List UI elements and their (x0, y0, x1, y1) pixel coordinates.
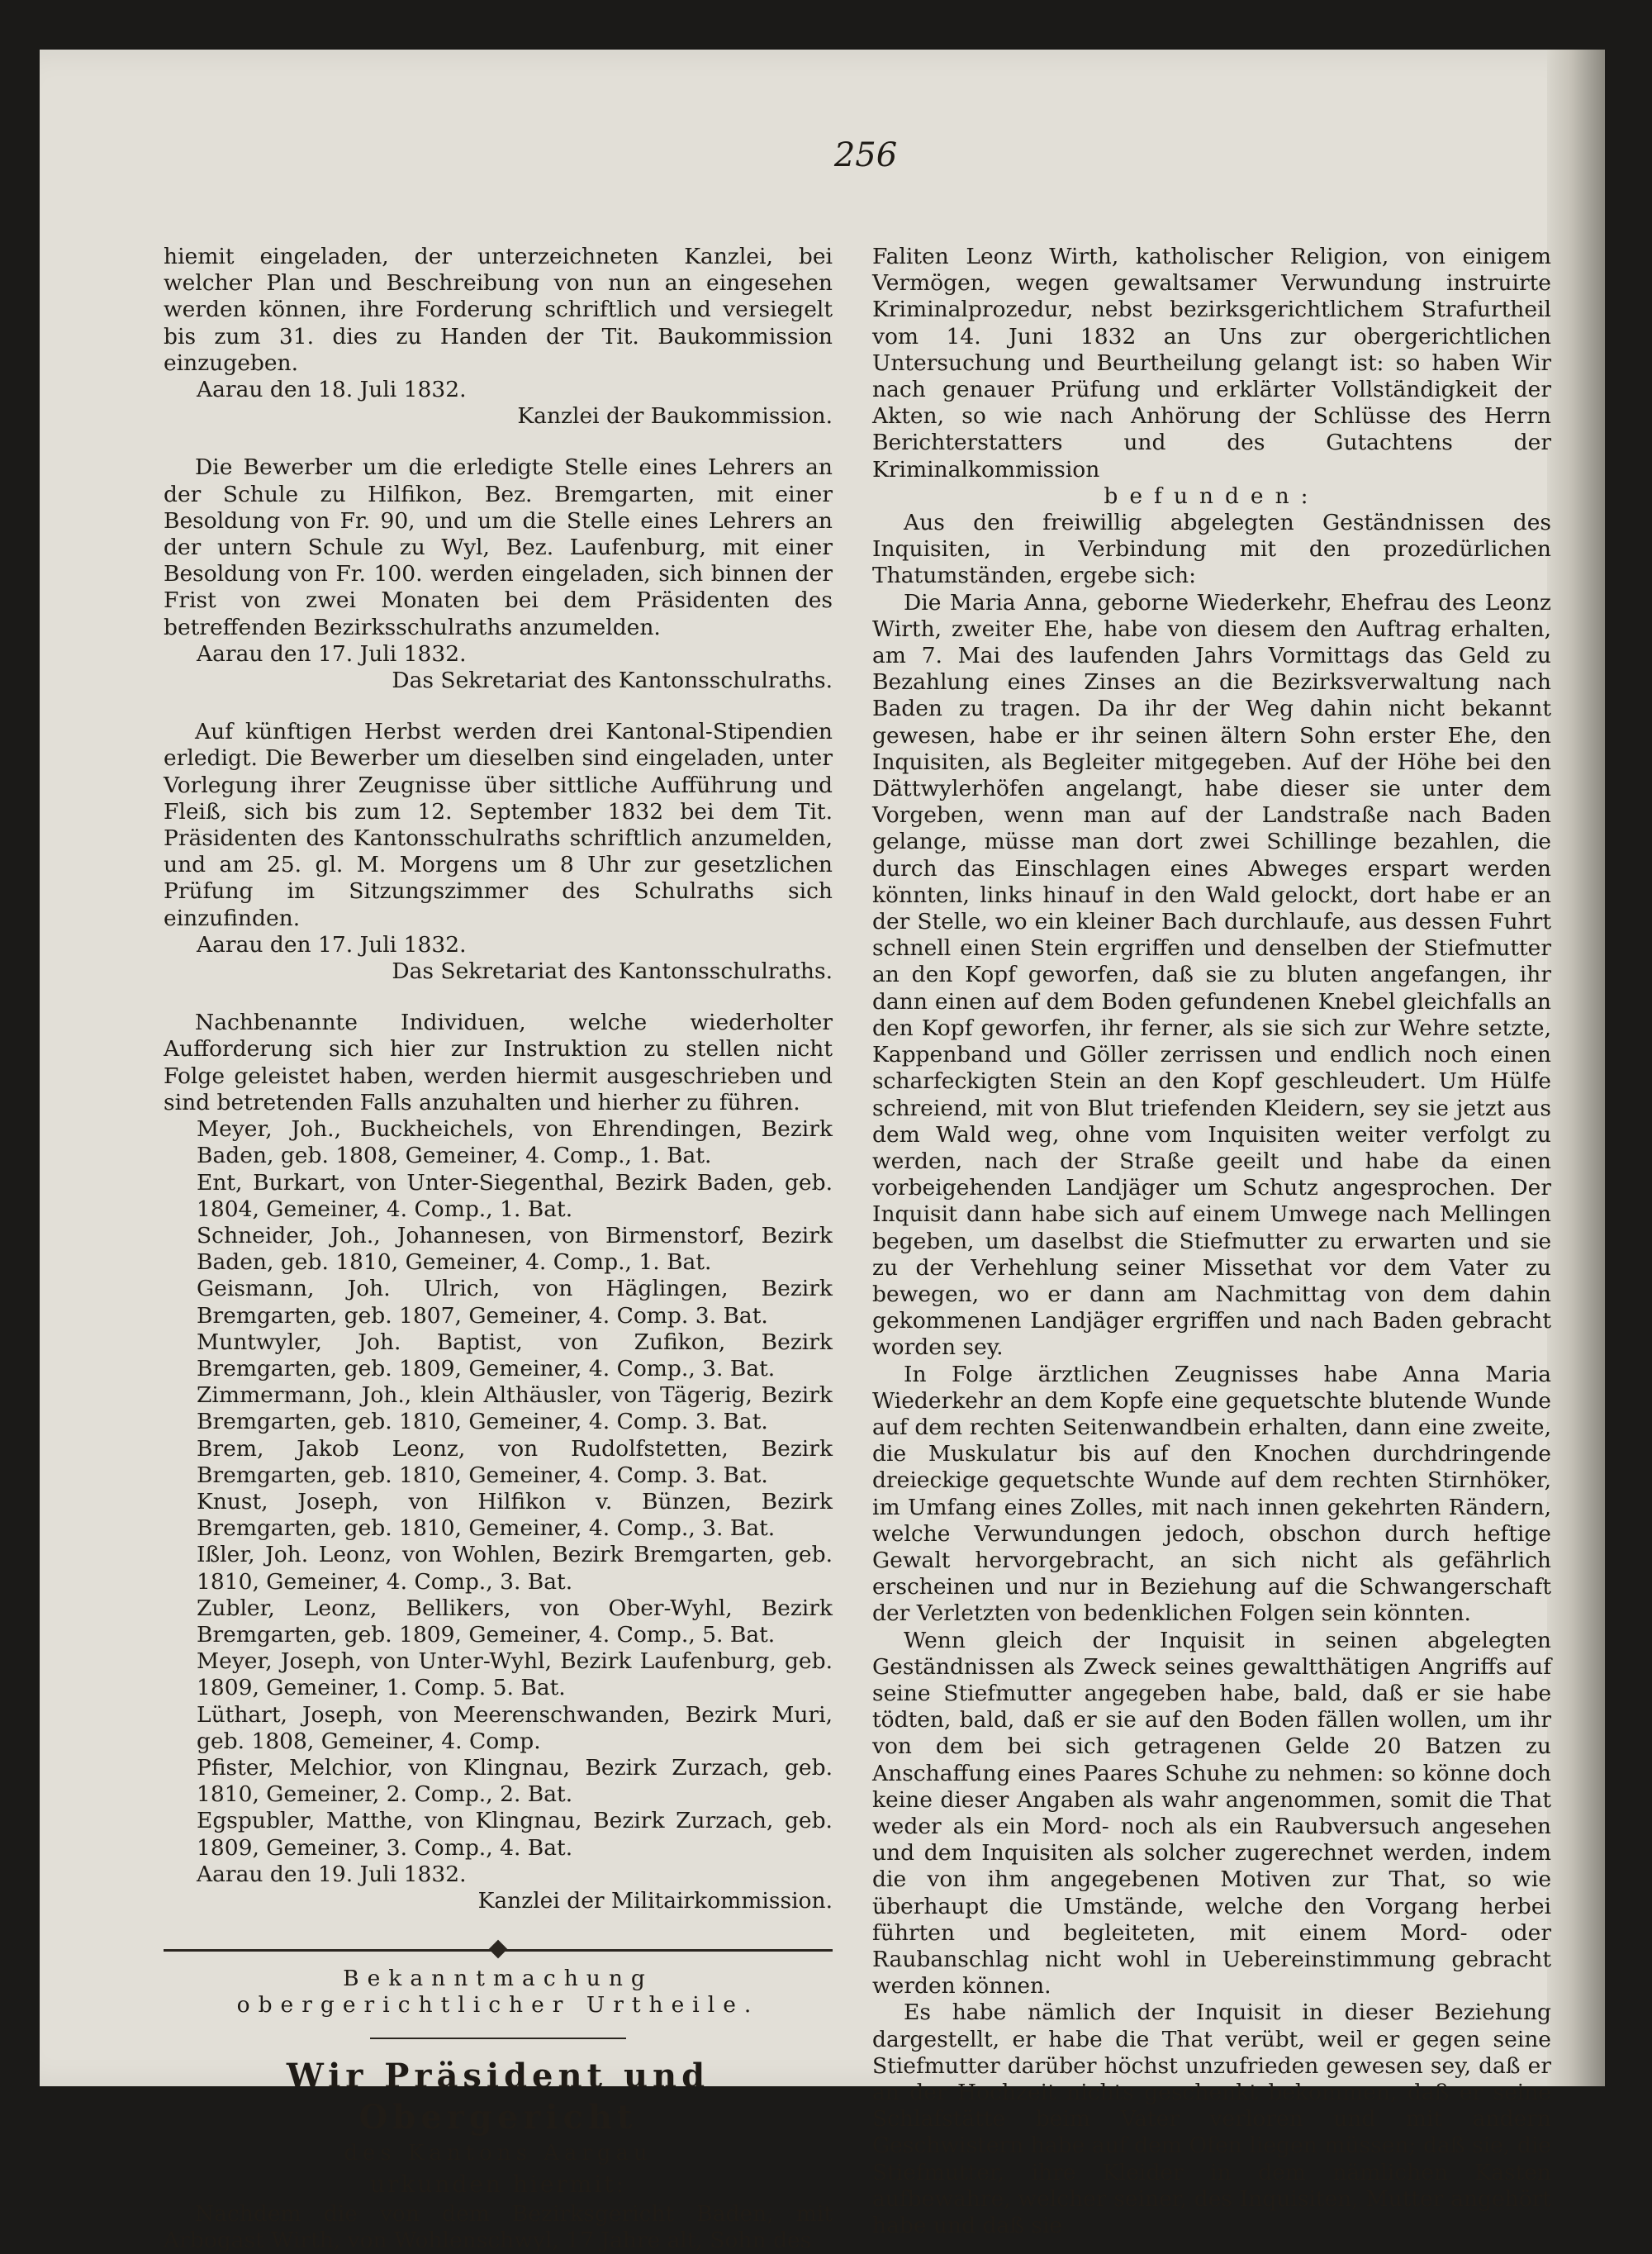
section-divider (164, 1938, 833, 1966)
heading-rule (370, 2038, 626, 2039)
notice-signature: Kanzlei der Baukommission. (517, 403, 833, 430)
wanted-entry: Knust, Joseph, von Hilfikon v. Bünzen, Bezirk Bremgarten, geb. 1810, Gemeiner, 4. Comp., 3. Bat. (197, 1488, 833, 1542)
judgment-opening: Nachdem die von dem Bezirksgericht Baden, mit Arbogast Wirth, von Wohlenschwyl, 17 Jahre alt, Sohn des (164, 2200, 833, 2253)
wanted-entry: Pfister, Melchior, von Klingnau, Bezirk Zurzach, geb. 1810, Gemeiner, 2. Comp., 2. Bat. (197, 1754, 833, 1808)
wanted-list (164, 1116, 833, 1862)
announcement-subheading: obergerichtlicher Urtheile. (236, 1992, 760, 2019)
notice-date: Aarau den 18. Juli 1832. (197, 377, 467, 403)
notice-date: Aarau den 17. Juli 1832. (197, 640, 467, 667)
judgment-paragraph: Wenn gleich der Inquisit in seinen abgelegten Geständnissen als Zweck seines gewaltthätigen Angriffs auf seine Stiefmutter angegeben habe, bald, daß er sie habe tödten, bald, daß er sie auf den Boden fällen wollen, um ihr von dem bei sich getragenen Gelde 20 Batzen zu Anschaffung eines Paares Schuhe zu nehmen: so könne doch keine dieser Angaben als wahr angenommen, somit die That weder als ein Mord- noch als ein Raubversuch angesehen und dem Inquisiten als solcher zugerechnet werden, indem die von ihm angegebenen Motiven zur That, so wie überhaupt die Umstände, welche den Vorgang herbei führten und begleiteten, mit einem Mord- oder Raubanschlag nicht wohl in Uebereinstimmung gebracht werden können. (872, 1627, 1551, 2000)
court-urkunden: urkunden hiermit: (369, 2170, 626, 2198)
wanted-entry: Meyer, Joseph, von Unter-Wyhl, Bezirk Laufenburg, geb. 1809, Gemeiner, 1. Comp. 5. Bat. (197, 1648, 833, 1701)
notice-date: Aarau den 17. Juli 1832. (197, 931, 467, 958)
notice-intro: Nachbenannte Individuen, welche wiederholter Aufforderung sich hier zur Instruktion zu stellen nicht Folge geleistet haben, werden hiermit ausgeschrieben und sind betretenden Falls anzuhalten und hierher zu führen. (164, 1010, 833, 1115)
notice-signature: Kanzlei der Militairkommission. (477, 1887, 833, 1914)
wanted-entry: Muntwyler, Joh. Baptist, von Zufikon, Bezirk Bremgarten, geb. 1809, Gemeiner, 4. Comp., 3. Bat. (197, 1329, 833, 1381)
notice-military-wanted (164, 1006, 833, 1914)
left-column (164, 244, 833, 2254)
judgment-paragraph: Faliten Leonz Wirth, katholischer Religion, von einigem Vermögen, wegen gewaltsamer Verwundung instruirte Kriminalprozedur, nebst bezirksgerichtlichem Strafurtheil vom 14. Juni 1832 an Uns zur obergerichtlichen Untersuchung und Beurtheilung gelangt ist: so haben Wir nach genauer Prüfung und erklärter Vollständigkeit der Akten, so wie nach Anhörung der Schlüsse des Herrn Berichterstatters und des Gutachtens der Kriminalkommission (872, 244, 1551, 483)
wanted-entry: Ißler, Joh. Leonz, von Wohlen, Bezirk Bremgarten, geb. 1810, Gemeiner, 4. Comp., 3. Bat. (197, 1542, 833, 1595)
wanted-entry: Schneider, Joh., Johannesen, von Birmenstorf, Bezirk Baden, geb. 1810, Gemeiner, 4. Comp., 1. Bat. (197, 1222, 833, 1276)
announcement-heading: Bekanntmachung (343, 1966, 653, 1992)
wanted-entry: Zubler, Leonz, Bellikers, von Ober-Wyhl, Bezirk Bremgarten, geb. 1809, Gemeiner, 4. Comp., 5. Bat. (197, 1595, 833, 1648)
notice-text: Die Bewerber um die erledigte Stelle eines Lehrers an der Schule zu Hilfikon, Bez. Bremgarten, mit einer Besoldung von Fr. 90, und um die Stelle eines Lehrers an der untern Schule zu Wyl, Bez. Laufenburg, mit einer Besoldung von Fr. 100. werden eingeladen, sich binnen der Frist von zwei Monaten bei dem Präsidenten des betreffenden Bezirksschulraths anzumelden. (164, 454, 833, 640)
judgment-paragraph: Es habe nämlich der Inquisit in dieser Beziehung dargestellt, er habe die That verübt, weil er gegen seine Stiefmutter darüber höchst unzufrieden gewesen sey, daß er an der Hochzeit nichts geschenkt bekommen, daß er seine Schlafstätte beim Vater verloren und mit andern Geschwistern habe auf dem Ofen liegen müssen; daß sie, die Stiefmutter, ihre Kleider in dem nämlichen Kasten aufbewahre, welcher seiner, des Inquisiten, Mutter angehört habe und daß sie (872, 2000, 1551, 2239)
newspaper-page (40, 50, 1605, 2253)
page-binding-shadow (1547, 50, 1605, 2086)
notice-text: Auf künftigen Herbst werden drei Kantonal-Stipendien erledigt. Die Bewerber um dieselben sind eingeladen, unter Vorlegung ihrer Zeugnisse über sittliche Aufführung und Fleiß, sich bis zum 12. September 1832 bei dem Tit. Präsidenten des Kantonsschulraths schriftlich anzumelden, und am 25. gl. M. Morgens um 8 Uhr zur gesetzlichen Prüfung im Sitzungszimmer des Schulraths sich einzufinden. (164, 719, 833, 931)
court-title: Wir Präsident und Obergericht (286, 2056, 710, 2137)
wanted-entry: Egspubler, Matthe, von Klingnau, Bezirk Zurzach, geb. 1809, Gemeiner, 3. Comp., 4. Bat. (197, 1808, 833, 1861)
judgment-paragraph: Aus den freiwillig abgelegten Geständnissen des Inquisiten, in Verbindung mit den prozedürlichen Thatumständen, ergebe sich: (872, 510, 1551, 589)
wanted-entry: Geismann, Joh. Ulrich, von Häglingen, Bezirk Bremgarten, geb. 1807, Gemeiner, 4. Comp. 3. Bat. (197, 1276, 833, 1329)
notice-signature: Das Sekretariat des Kantonsschulraths. (392, 958, 833, 985)
page-number: 256 (833, 136, 898, 174)
notice-signature: Das Sekretariat des Kantonsschulraths. (392, 668, 833, 694)
notice-building-commission (164, 244, 833, 430)
befunden-heading: befunden: (1104, 483, 1320, 509)
court-announcement (164, 1966, 833, 2254)
wanted-entry: Brem, Jakob Leonz, von Rudolfstetten, Bezirk Bremgarten, geb. 1810, Gemeiner, 4. Comp. 3. Bat. (197, 1435, 833, 1488)
notice-stipends (164, 716, 833, 985)
notice-text: hiemit eingeladen, der unterzeichneten Kanzlei, bei welcher Plan und Beschreibung von nun an eingesehen werden können, ihre Forderung schriftlich und versiegelt bis zum 31. dies zu Handen der Tit. Baukommission einzugeben. (164, 244, 833, 376)
wanted-entry: Ent, Burkart, von Unter-Siegenthal, Bezirk Baden, geb. 1804, Gemeiner, 4. Comp., 1. Bat. (197, 1169, 833, 1222)
court-canton: des Kantons Aargau (344, 2140, 653, 2166)
wanted-entry: Zimmermann, Joh., klein Althäusler, von Tägerig, Bezirk Bremgarten, geb. 1810, Gemeiner, 4. Comp. 3. Bat. (197, 1382, 833, 1435)
notice-teacher-positions (164, 451, 833, 694)
judgment-paragraph: In Folge ärztlichen Zeugnisses habe Anna Maria Wiederkehr an dem Kopfe eine gequetschte blutende Wunde auf dem rechten Seitenwandbein erhalten, dann eine zweite, die Muskulatur bis auf den Knochen durchdringende dreieckige gequetschte Wunde auf dem rechten Stirnhöker, im Umfang eines Zolles, mit nach innen gekehrten Rändern, welche Verwundungen jedoch, obschon durch heftige Gewalt hervorgebracht, an sich nicht als gefährlich erscheinen und nur in Beziehung auf die Schwangerschaft der Verletzten von bedenklichen Folgen sein könnten. (872, 1361, 1551, 1627)
wanted-entry: Lüthart, Joseph, von Meerenschwanden, Bezirk Muri, geb. 1808, Gemeiner, 4. Comp. (197, 1701, 833, 1754)
notice-date: Aarau den 19. Juli 1832. (197, 1861, 467, 1887)
divider-ornament (489, 1940, 508, 1959)
right-column (872, 244, 1551, 2239)
judgment-paragraph: Die Maria Anna, geborne Wiederkehr, Ehefrau des Leonz Wirth, zweiter Ehe, habe von diesem den Auftrag erhalten, am 7. Mai des laufenden Jahrs Vormittags das Geld zu Bezahlung eines Zinses an die Bezirksverwaltung nach Baden zu tragen. Da ihr der Weg dahin nicht bekannt gewesen, habe er ihr seinen ältern Sohn erster Ehe, den Inquisiten, als Begleiter mitgegeben. Auf der Höhe bei den Dättwylerhöfen angelangt, habe dieser sie unter dem Vorgeben, wenn man auf der Landstraße nach Baden gelange, müsse man dort zwei Schillinge bezahlen, die durch das Einschlagen eines Abweges erspart werden könnten, links hinauf in den Wald gelockt, dort habe er an der Stelle, wo ein kleiner Bach durchlaufe, aus dessen Fuhrt schnell einen Stein ergriffen und denselben der Stiefmutter an den Kopf geworfen, daß sie zu bluten angefangen, ihr dann einen auf dem Boden gefundenen Knebel gleichfalls an den Kopf geworfen, ihr ferner, als sie sich zur Wehre setzte, Kappenband und Göller zerrissen und endlich noch einen scharfeckigten Stein an den Kopf geschleudert. Um Hülfe schreiend, mit von Blut triefenden Kleidern, sey sie jetzt aus dem Wald weg, ohne vom Inquisiten weiter verfolgt zu werden, nach der Straße geeilt und habe da einen vorbeigehenden Landjäger um Schutz angesprochen. Der Inquisit dann habe sich auf einem Umwege nach Mellingen begeben, um daselbst die Stiefmutter zu erwarten und sie zu der Verhehlung seiner Missethat vor dem Vater zu bewegen, wo er dann am Nachmittag von dem dahin gekommenen Landjäger ergriffen und nach Baden gebracht worden sey. (872, 589, 1551, 1361)
wanted-entry: Meyer, Joh., Buckheichels, von Ehrendingen, Bezirk Baden, geb. 1808, Gemeiner, 4. Comp., 1. Bat. (197, 1116, 833, 1169)
